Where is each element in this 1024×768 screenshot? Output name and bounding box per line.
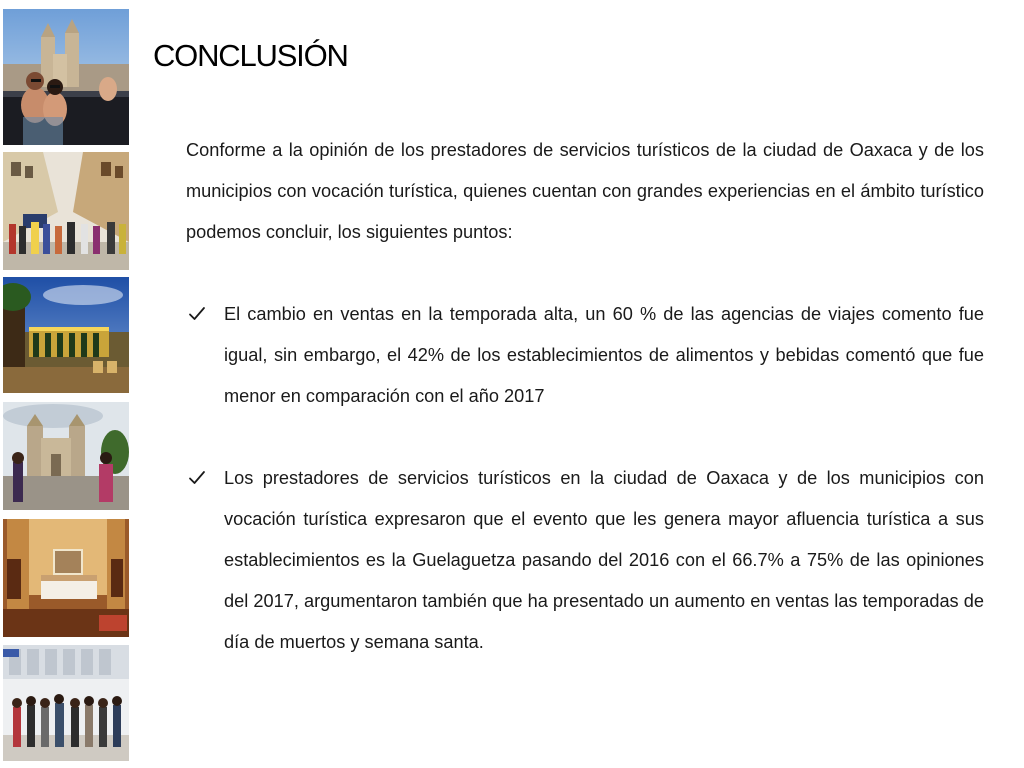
list-item <box>186 294 984 417</box>
list-item <box>186 458 984 663</box>
page-title: CONCLUSIÓN <box>153 38 348 73</box>
bullet-text: Los prestadores de servicios turísticos en la ciudad de Oaxaca y de los municipios con vocación turística expresaron que el evento que les genera mayor afluencia turística a sus establecimientos es la Guelaguetza pasando del 2016 con el 66.7% a 75% de las opiniones del 2017, argumentaron también que ha presentado un aumento en ventas las temporadas de día de muertos y semana santa. <box>224 468 984 652</box>
photo-pool-cathedral <box>3 9 129 145</box>
photo-airport-crowd <box>3 645 129 761</box>
bullet-list <box>186 294 984 663</box>
content-body <box>186 130 984 663</box>
check-icon <box>188 469 206 487</box>
photo-hotel-room <box>3 519 129 637</box>
photo-night-terrace <box>3 277 129 393</box>
photo-santo-domingo <box>3 402 129 510</box>
bullet-text: El cambio en ventas en la temporada alta, un 60 % de las agencias de viajes comento fue igual, sin embargo, el 42% de los establecimientos de alimentos y bebidas comentó que fue menor en comparación con el año 2017 <box>224 304 984 406</box>
photo-street-tourists <box>3 152 129 270</box>
photo-strip <box>3 9 129 761</box>
check-icon <box>188 305 206 323</box>
intro-paragraph: Conforme a la opinión de los prestadores de servicios turísticos de la ciudad de Oaxaca y de los municipios con vocación turística, quienes cuentan con grandes experiencias en el ámbito turístico podemos concluir, los siguientes puntos: <box>186 140 984 242</box>
